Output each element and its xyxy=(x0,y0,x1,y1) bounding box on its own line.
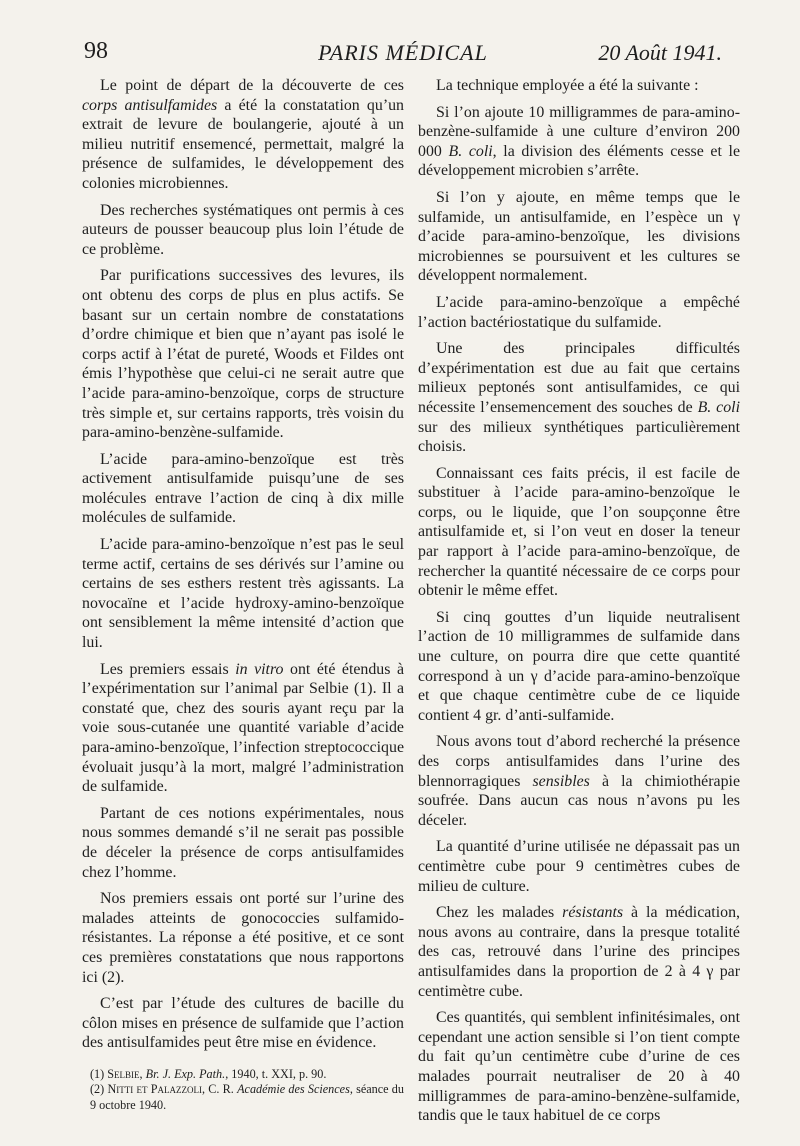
paragraph: L’acide para-amino-benzoïque est très activement antisulfamide puisqu’une de ses molécules entrave l’action de cinq à dix mille molécules de sulfamide. xyxy=(82,450,404,527)
paragraph: Si l’on ajoute 10 milligrammes de para-amino-benzène-sulfamide à une culture d’environ 200 000 B. coli, la division des éléments cesse et le développement microbien s’arrête. xyxy=(418,103,741,180)
right-column xyxy=(418,76,740,1133)
issue-date: 20 Août 1941. xyxy=(598,40,722,65)
journal-title: PARIS MÉDICAL xyxy=(318,40,488,65)
paragraph: La quantité d’urine utilisée ne dépassait pas un centimètre cube pour 9 centimètres cubes de milieu de culture. xyxy=(418,838,740,895)
paragraph: Le point de départ de la découverte de ces corps antisulfamides a été la constatation qu’un extrait de levure de boulangerie, ajouté à un milieu nutritif ensemencé, permettait, malgré la présence de sulfamides, le développement des colonies microbiennes. xyxy=(82,77,405,192)
paragraph: Nous avons tout d’abord recherché la présence des corps antisulfamides dans l’urine des blennorragiques sensibles à la chimiothérapie soufrée. Dans aucun cas nous n’avons pu les déceler. xyxy=(418,733,740,829)
paragraph: Ces quantités, qui semblent infinitésimales, ont cependant une action sensible si l’on tient compte du fait qu’un centimètre cube d’urine de ces malades pourrait neutraliser de 20 à 40 milligrammes de para-amino-benzène-sulfamide, tandis que le taux habituel de ce corps xyxy=(418,1009,740,1125)
page-number: 98 xyxy=(84,38,108,64)
paragraph: Connaissant ces faits précis, il est facile de substituer à l’acide para-amino-benzoïque le corps, ou le liquide, que l’on soupçonne être antisulfamide et, si l’on veut en doser la teneur par rapport à l’acide para-amino-benzoïque, de rechercher la quantité nécessaire de ce corps pour obtenir le même effet. xyxy=(418,464,740,600)
paragraph: Si cinq gouttes d’un liquide neutralisent l’action de 10 milligrammes de sulfamide dans une culture, on pourra dire que cette quantité correspond à un γ d’acide para-amino-benzoïque et que chaque centimètre cube de ce liquide contient 4 gr. d’anti-sulfamide. xyxy=(418,608,740,724)
footnotes xyxy=(82,1067,404,1114)
paragraph: Si l’on y ajoute, en même temps que le sulfamide, un antisulfamide, en l’espèce un γ d’acide para-amino-benzoïque, les divisions microbiennes se poursuivent et les cultures se développent normalement. xyxy=(418,188,740,285)
paragraph: La technique employée a été la suivante : xyxy=(436,77,699,94)
paragraph: Par purifications successives des levures, ils ont obtenu des corps de plus en plus actifs. Se basant sur un certain nombre de constatations d’ordre chimique et bien que n’ayant pas isolé le corps actif à l’état de pureté, Woods et Fildes ont émis l’hypothèse que celui-ci ne serait autre que l’acide para-amino-benzoïque, corps de structure très simple et, sur certains rapports, très voisin du para-amino-benzène-sulfamide. xyxy=(82,267,404,442)
paragraph: Des recherches systématiques ont permis à ces auteurs de pousser beaucoup plus loin l’étude de ce problème. xyxy=(82,201,404,258)
paragraph: L’acide para-amino-benzoïque a empêché l’action bactériostatique du sulfamide. xyxy=(418,293,740,331)
paragraph: Nos premiers essais ont porté sur l’urine des malades atteints de gonococcies sulfamido-résistantes. La réponse a été positive, et ce sont ces premières constatations que nous rapportons ici (2). xyxy=(82,890,404,986)
footnote: (2) Nitti et Palazzoli, C. R. Académie des Sciences, séance du 9 octobre 1940. xyxy=(90,1082,404,1112)
left-column xyxy=(82,76,404,1113)
footnote: (1) Selbie, Br. J. Exp. Path., 1940, t. XXI, p. 90. xyxy=(90,1066,327,1081)
paragraph: L’acide para-amino-benzoïque n’est pas le seul terme actif, certains de ses dérivés sur l’amine ou certains de ses esthers restent très agissants. La novocaïne et l’acide hydroxy-amino-benzoïque ont sensiblement la même intensité d’action que lui. xyxy=(82,536,404,652)
paragraph: Les premiers essais in vitro ont été étendus à l’expérimentation sur l’animal par Selbie (1). Il a constaté que, chez des souris ayant reçu par la voie sous-cutanée une quantité variable d’acide para-amino-benzoïque, l’infection streptococcique évoluait jusqu’à la mort, malgré l’administration de sulfamide. xyxy=(82,660,405,796)
paragraph: Une des principales difficultés d’expérimentation est due au fait que certains milieux peptonés sont antisulfamides, ce qui nécessite l’ensemencement des souches de B. coli sur des milieux synthétiques particulièrement choisis. xyxy=(418,340,740,456)
page-header xyxy=(84,38,722,68)
paragraph: C’est par l’étude des cultures de bacille du côlon mises en présence de sulfamide que l’action des antisulfamides peut être mise en évidence. xyxy=(82,995,404,1052)
paragraph: Chez les malades résistants à la médication, nous avons au contraire, dans la presque totalité des cas, retrouvé dans l’urine des principes antisulfamides dans la proportion de 2 à 4 γ par centimètre cube. xyxy=(418,904,740,1000)
paragraph: Partant de ces notions expérimentales, nous nous sommes demandé s’il ne serait pas possible de déceler la présence de corps antisulfamides chez l’homme. xyxy=(82,804,404,881)
